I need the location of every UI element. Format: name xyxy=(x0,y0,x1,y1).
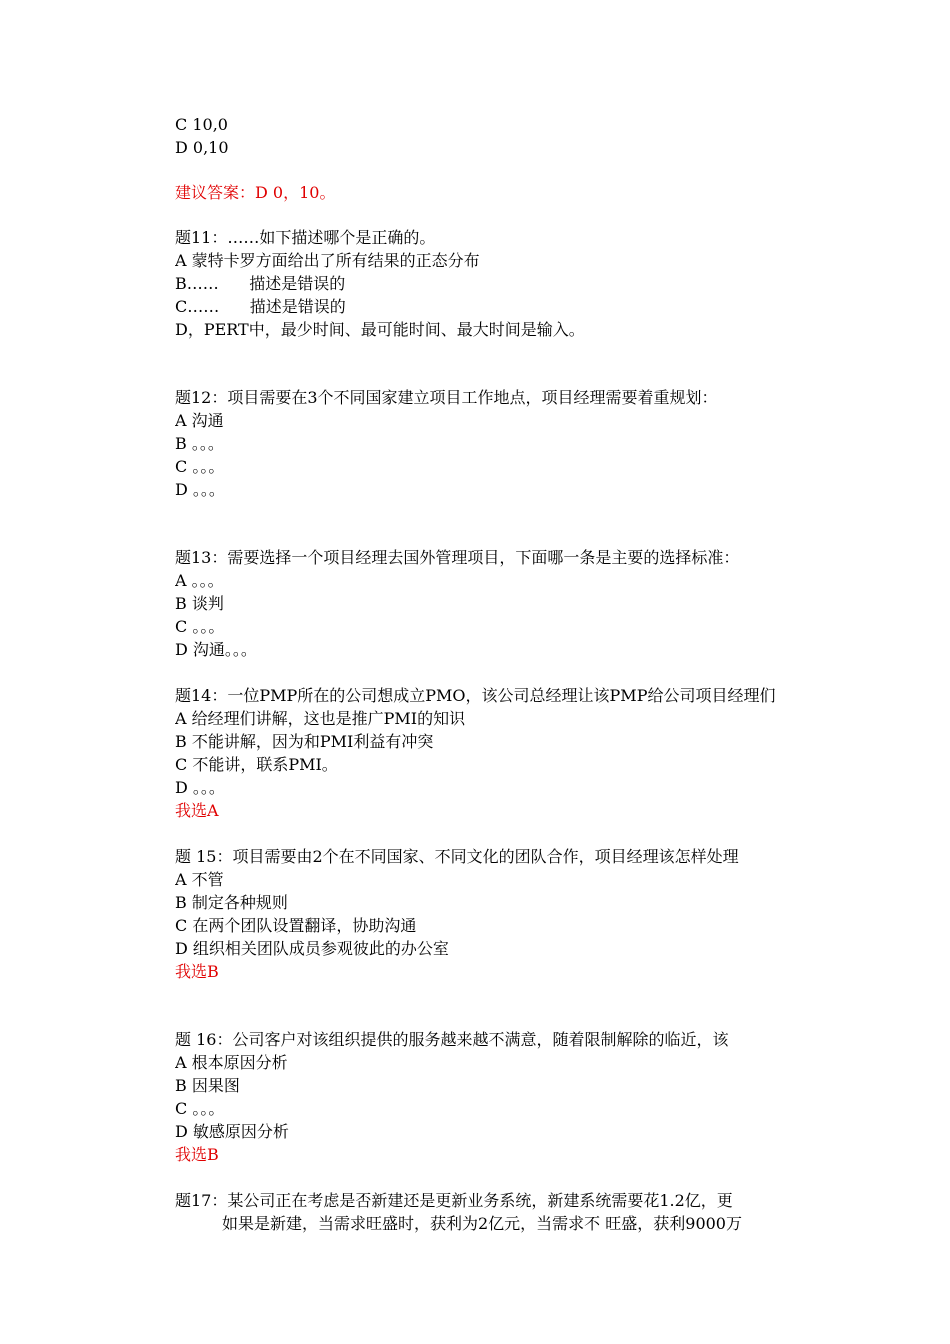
q16-my-choice: 我选B xyxy=(175,1145,219,1164)
q11-title: 题11：……如下描述哪个是正确的。 xyxy=(175,228,436,247)
q15-option-c: C 在两个团队设置翻译，协助沟通 xyxy=(175,916,417,935)
q15-my-choice: 我选B xyxy=(175,962,219,981)
q12-option-c: C 。。。 xyxy=(175,457,225,476)
q11-option-a: A 蒙特卡罗方面给出了所有结果的正态分布 xyxy=(175,251,480,270)
q13-option-d: D 沟通。。。 xyxy=(175,640,257,659)
q10-option-c: C 10,0 xyxy=(175,115,228,134)
q14-option-a: A 给经理们讲解，这也是推广PMI的知识 xyxy=(175,709,466,728)
q16-option-c: C 。。。 xyxy=(175,1099,225,1118)
q12-option-a: A 沟通 xyxy=(175,411,224,430)
q12-option-d: D 。。。 xyxy=(175,480,225,499)
q14-option-b: B 不能讲解，因为和PMI利益有冲突 xyxy=(175,732,434,751)
q13-option-c: C 。。。 xyxy=(175,617,225,636)
q12-option-b: B 。。。 xyxy=(175,434,224,453)
q15-title: 题 15：项目需要由2个在不同国家、不同文化的团队合作，项目经理该怎样处理 xyxy=(175,847,739,866)
q14-option-c: C 不能讲，联系PMI。 xyxy=(175,755,338,774)
q15-option-a: A 不管 xyxy=(175,870,224,889)
q10-option-d: D 0,10 xyxy=(175,138,229,157)
q11-option-d: D，PERT中，最少时间、最可能时间、最大时间是输入。 xyxy=(175,320,585,339)
q17-title: 题17：某公司正在考虑是否新建还是更新业务系统，新建系统需要花1.2亿，更 xyxy=(175,1191,733,1210)
q16-option-b: B 因果图 xyxy=(175,1076,240,1095)
q11-option-c: C…… 描述是错误的 xyxy=(175,297,346,316)
q17-line-2: 如果是新建，当需求旺盛时，获利为2亿元，当需求不 旺盛，获利9000万 xyxy=(222,1214,742,1233)
q15-option-d: D 组织相关团队成员参观彼此的办公室 xyxy=(175,939,449,958)
q13-option-a: A 。。。 xyxy=(175,571,224,590)
q12-title: 题12：项目需要在3个不同国家建立项目工作地点，项目经理需要着重规划： xyxy=(175,388,718,407)
q16-title: 题 16：公司客户对该组织提供的服务越来越不满意，随着限制解除的临近，该 xyxy=(175,1030,729,1049)
q14-option-d: D 。。。 xyxy=(175,778,225,797)
q11-option-b: B…… 描述是错误的 xyxy=(175,274,346,293)
q13-title: 题13：需要选择一个项目经理去国外管理项目，下面哪一条是主要的选择标准： xyxy=(175,548,740,567)
q10-suggested-answer: 建议答案：D 0，10。 xyxy=(175,183,336,202)
q13-option-b: B 谈判 xyxy=(175,594,224,613)
q15-option-b: B 制定各种规则 xyxy=(175,893,288,912)
document-page xyxy=(175,113,837,1235)
q16-option-a: A 根本原因分析 xyxy=(175,1053,288,1072)
q16-option-d: D 敏感原因分析 xyxy=(175,1122,289,1141)
q14-my-choice: 我选A xyxy=(175,801,219,820)
q14-title: 题14：一位PMP所在的公司想成立PMO，该公司总经理让该PMP给公司项目经理们 xyxy=(175,686,776,705)
